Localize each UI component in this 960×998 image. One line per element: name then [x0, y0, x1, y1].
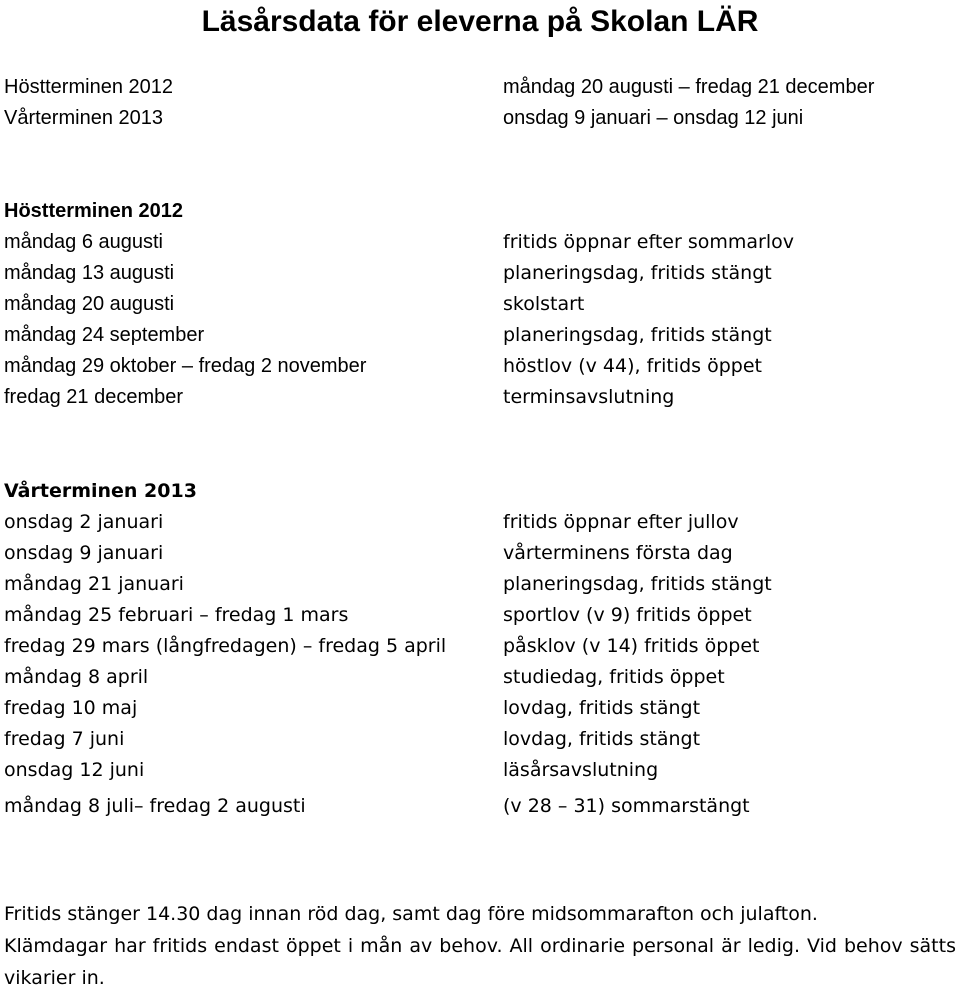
spring-event: sportlov (v 9) fritids öppet	[503, 604, 752, 626]
spring-events	[503, 507, 772, 822]
spring-date: onsdag 12 juni	[4, 759, 145, 781]
overview-period-autumn: måndag 20 augusti – fredag 21 december	[503, 76, 875, 98]
overview-term-spring: Vårterminen 2013	[4, 107, 163, 129]
autumn-heading: Höstterminen 2012	[4, 200, 183, 222]
autumn-event: planeringsdag, fritids stängt	[503, 262, 772, 284]
spring-event: läsårsavslutning	[503, 759, 659, 781]
autumn-event: terminsavslutning	[503, 386, 675, 408]
autumn-event: höstlov (v 44), fritids öppet	[503, 355, 762, 377]
autumn-events	[503, 227, 794, 413]
footer-notes	[4, 898, 956, 994]
spring-event: fritids öppnar efter jullov	[503, 511, 739, 533]
spring-date: måndag 21 januari	[4, 573, 184, 595]
footer-paragraph: Fritids stänger 14.30 dag innan röd dag, samt dag före midsommarafton och julafton.	[4, 903, 818, 925]
spring-event: lovdag, fritids stängt	[503, 728, 701, 750]
spring-date: onsdag 2 januari	[4, 511, 164, 533]
spring-event: studiedag, fritids öppet	[503, 666, 725, 688]
overview-periods	[503, 72, 874, 134]
spring-event: lovdag, fritids stängt	[503, 697, 701, 719]
spring-date: måndag 8 april	[4, 666, 149, 688]
spring-event: påsklov (v 14) fritids öppet	[503, 635, 760, 657]
spring-date: måndag 25 februari – fredag 1 mars	[4, 604, 349, 626]
autumn-date: måndag 13 augusti	[4, 262, 175, 284]
overview-terms	[4, 72, 173, 134]
spring-event: (v 28 – 31) sommarstängt	[503, 795, 750, 817]
autumn-event: planeringsdag, fritids stängt	[503, 324, 772, 346]
spring-date: måndag 8 juli– fredag 2 augusti	[4, 795, 306, 817]
page-title: Läsårsdata för eleverna på Skolan LÄR	[201, 5, 759, 38]
footer-paragraph: Klämdagar har fritids endast öppet i mån av behov. All ordinarie personal är ledig. Vid behov sätts vikarier in.	[4, 935, 956, 989]
autumn-event: fritids öppnar efter sommarlov	[503, 231, 794, 253]
spring-event: planeringsdag, fritids stängt	[503, 573, 772, 595]
overview-period-spring: onsdag 9 januari – onsdag 12 juni	[503, 107, 804, 129]
spring-heading: Vårterminen 2013	[4, 480, 197, 502]
spring-date: onsdag 9 januari	[4, 542, 164, 564]
autumn-date: måndag 6 augusti	[4, 231, 164, 253]
autumn-dates	[4, 196, 366, 413]
overview-term-autumn: Höstterminen 2012	[4, 76, 173, 98]
spring-date: fredag 29 mars (långfredagen) – fredag 5 april	[4, 635, 447, 657]
autumn-date: måndag 24 september	[4, 324, 205, 346]
spring-dates	[4, 476, 446, 822]
spring-date: fredag 7 juni	[4, 728, 125, 750]
autumn-date: måndag 20 augusti	[4, 293, 175, 315]
spring-date: fredag 10 maj	[4, 697, 138, 719]
autumn-event: skolstart	[503, 293, 585, 315]
spring-event: vårterminens första dag	[503, 542, 733, 564]
autumn-date: fredag 21 december	[4, 386, 184, 408]
autumn-date: måndag 29 oktober – fredag 2 november	[4, 355, 367, 377]
